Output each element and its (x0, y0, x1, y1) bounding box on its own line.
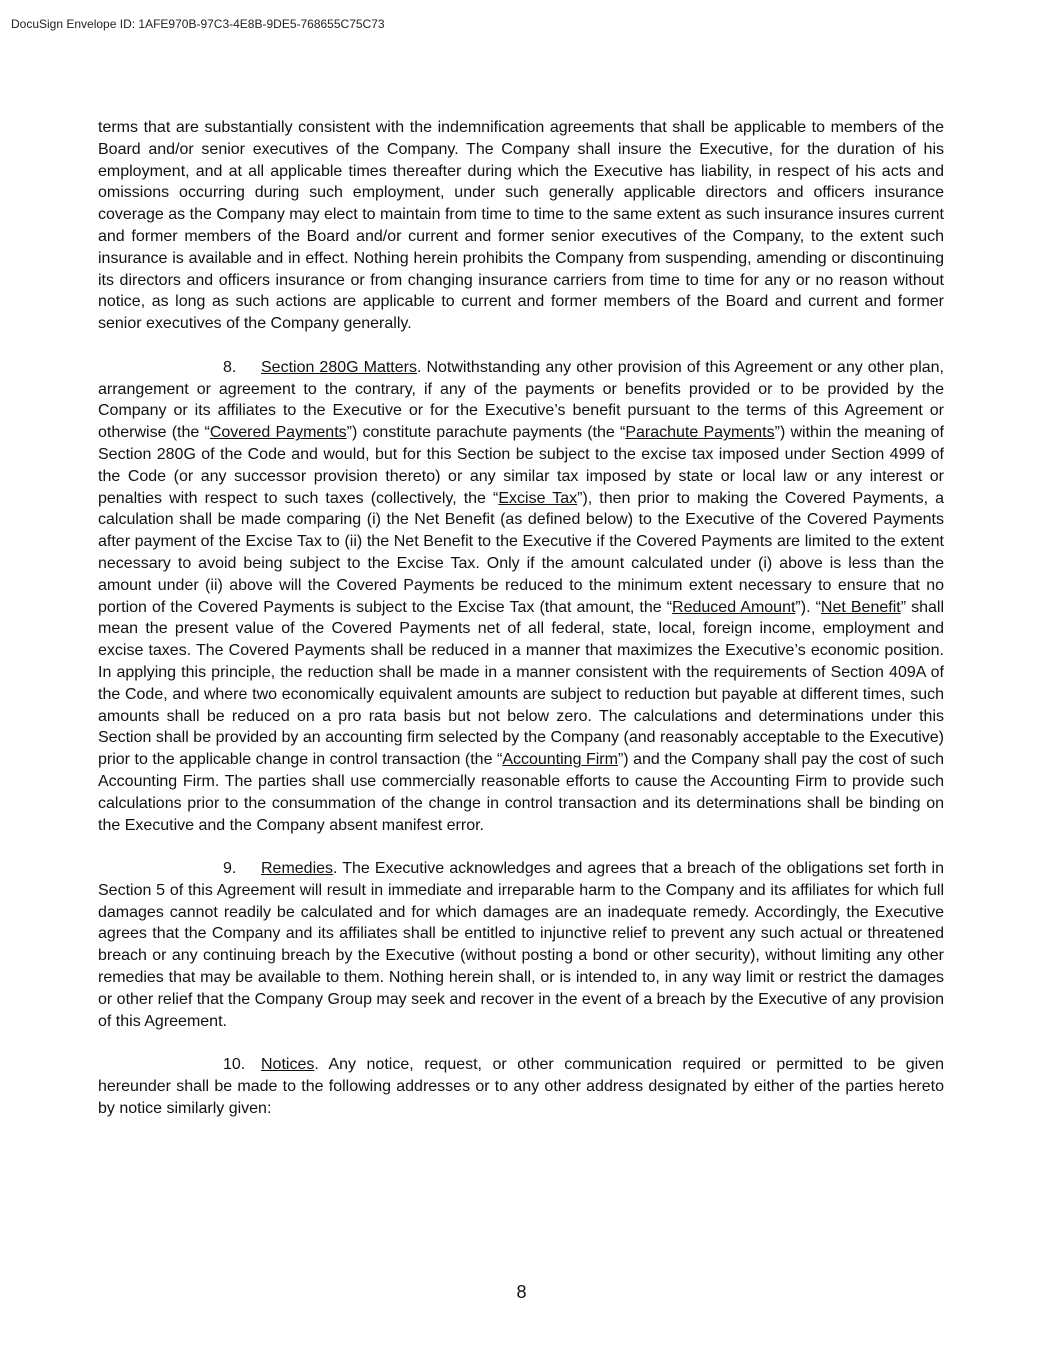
defined-term: Covered Payments (209, 424, 347, 442)
section-text: . Any notice, request, or other communication required or permitted to be given hereunder shall be made to the following addresses or to any other address designated by either of the parties hereto by notice similarly given: (98, 1056, 944, 1117)
section-9-paragraph (98, 858, 944, 1032)
defined-term: Accounting Firm (502, 751, 618, 769)
section-8-paragraph (98, 357, 944, 837)
section-text: ”) within the meaning of Section 280G of the Code and would, but for this Section be subject to the excise tax imposed under Section 4999 of the Code (or any successor provision thereto) or any similar tax imposed by state or local law or any interest or penalties with respect to such taxes (collectively, the “ (98, 424, 945, 507)
section-number: 9. (223, 860, 237, 878)
section-number: 10. (223, 1056, 246, 1074)
section-heading: Remedies (261, 860, 334, 878)
section-text: . Notwithstanding any other provision of this Agreement or any other plan, arrangement or agreement to the contrary, if any of the payments or benefits provided or to be provided by the Company or its affiliates to the Executive or for the Executive’s benefit pursuant to the terms of this Agreement or otherwise (the “ (98, 358, 944, 442)
defined-term: Net Benefit (820, 598, 901, 616)
section-heading: Section 280G Matters (261, 358, 417, 376)
section-text: ” shall mean the present value of the Covered Payments net of all federal, state, local, foreign income, employment and excise taxes. The Covered Payments shall be reduced in a manner that maximizes the Executive’s economic position. In applying this principle, the reduction shall be made in a manner consistent with the requirements of Section 409A of the Code, and where two economically equivalent amounts are subject to reduction but payable at different times, such amounts shall be reduced on a pro rata basis but not below zero. The calculations and determinations under this Section shall be provided by an accounting firm selected by the Company (and reasonably acceptable to the Executive) prior to the applicable change in control transaction (the “ (98, 598, 945, 769)
defined-term: Excise Tax (498, 489, 578, 507)
docusign-envelope-id: DocuSign Envelope ID: 1AFE970B-97C3-4E8B-9DE5-768655C75C73 (11, 17, 385, 31)
paragraph-indemnification-continued: terms that are substantially consistent with the indemnification agreements that shall be applicable to members of the Board and/or senior executives of the Company. The Company shall insure the Executive, for the duration of his employment, and at all applicable times thereafter during which the Executive has liability, in respect of his acts and omissions occurring during such employment, under such generally applicable directors and officers insurance coverage as the Company may elect to maintain from time to time to the same extent as such insurance insures current and former members of the Board and/or current and former senior executives of the Company, to the extent such insurance is available and in effect. Nothing herein prohibits the Company from suspending, amending or discontinuing its directors and officers insurance or from changing insurance carriers from time to time for any or no reason without notice, as long as such actions are applicable to current and former members of the Board and current and former senior executives of the Company generally. (98, 119, 944, 333)
section-number: 8. (223, 358, 237, 376)
section-heading: Notices (261, 1056, 315, 1074)
defined-term: Parachute Payments (625, 424, 775, 442)
section-text: ”). “ (795, 598, 821, 616)
section-10-paragraph (98, 1054, 944, 1119)
section-text: ”) constitute parachute payments (the “ (346, 424, 626, 442)
section-text: . The Executive acknowledges and agrees that a breach of the obligations set forth in Section 5 of this Agreement will result in immediate and irreparable harm to the Company and its affiliates for which full damages cannot readily be calculated and for which damages are an inadequate remedy. Accordingly, the Executive agrees that the Company and its affiliates shall be entitled to injunctive relief to prevent any such actual or threatened breach or any continuing breach by the Executive (without posting a bond or other security), without limiting any other remedies that may be available to them. Nothing herein shall, or is intended to, in any way limit or restrict the damages or other relief that the Company Group may seek and recover in the event of a breach by the Executive of any provision of this Agreement. (98, 860, 944, 1030)
document-body (98, 117, 944, 1141)
page-number: 8 (516, 1282, 527, 1302)
defined-term: Reduced Amount (672, 598, 796, 616)
section-text: ”), then prior to making the Covered Payments, a calculation shall be made comparing (i) the Net Benefit (as defined below) to the Executive of the Covered Payments after payment of the Excise Tax to (ii) the Net Benefit to the Executive if the Covered Payments are limited to the extent necessary to avoid being subject to the Excise Tax. Only if the amount calculated under (i) above is less than the amount under (ii) above will the Covered Payments be reduced to the minimum extent necessary to ensure that no portion of the Covered Payments is subject to the Excise Tax (that amount, the “ (98, 489, 944, 616)
section-text: ”) and the Company shall pay the cost of such Accounting Firm. The parties shall use commercially reasonable efforts to cause the Accounting Firm to provide such calculations prior to the consummation of the change in control transaction and its determinations shall be binding on the Executive and the Company absent manifest error. (98, 751, 944, 834)
